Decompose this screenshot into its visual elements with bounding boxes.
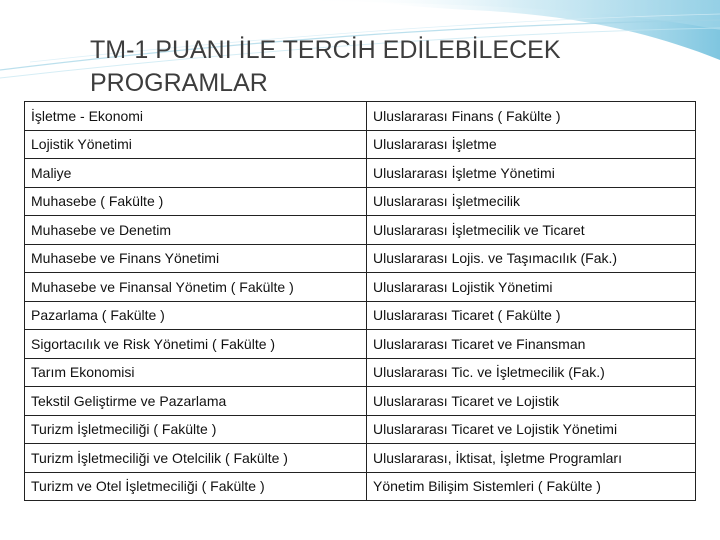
table-row	[25, 415, 696, 444]
program-cell-right: Uluslararası Tic. ve İşletmecilik (Fak.)	[367, 358, 696, 387]
table-row	[25, 130, 696, 159]
program-cell-left: Muhasebe ve Denetim	[25, 216, 367, 245]
program-cell-left: Turizm İşletmeciliği ( Fakülte )	[25, 415, 367, 444]
program-cell-right: Uluslararası Ticaret ve Finansman	[367, 330, 696, 359]
program-cell-left: Tekstil Geliştirme ve Pazarlama	[25, 387, 367, 416]
program-cell-left: Pazarlama ( Fakülte )	[25, 301, 367, 330]
program-cell-left: Muhasebe ve Finans Yönetimi	[25, 244, 367, 273]
table-row	[25, 444, 696, 473]
table-row	[25, 301, 696, 330]
program-cell-left: Sigortacılık ve Risk Yönetimi ( Fakülte )	[25, 330, 367, 359]
program-cell-right: Uluslararası, İktisat, İşletme Programları	[367, 444, 696, 473]
program-cell-right: Yönetim Bilişim Sistemleri ( Fakülte )	[367, 472, 696, 501]
program-cell-left: Muhasebe ( Fakülte )	[25, 187, 367, 216]
table-row	[25, 216, 696, 245]
program-table-body	[25, 102, 696, 501]
table-row	[25, 330, 696, 359]
program-cell-left: Turizm İşletmeciliği ve Otelcilik ( Fakülte )	[25, 444, 367, 473]
program-cell-left: Maliye	[25, 159, 367, 188]
program-cell-right: Uluslararası İşletmecilik ve Ticaret	[367, 216, 696, 245]
table-row	[25, 102, 696, 131]
program-table	[24, 101, 696, 501]
program-cell-left: Lojistik Yönetimi	[25, 130, 367, 159]
program-cell-right: Uluslararası Ticaret ve Lojistik Yönetimi	[367, 415, 696, 444]
program-cell-left: İşletme - Ekonomi	[25, 102, 367, 131]
program-cell-left: Tarım Ekonomisi	[25, 358, 367, 387]
table-row	[25, 472, 696, 501]
program-cell-right: Uluslararası Lojis. ve Taşımacılık (Fak.)	[367, 244, 696, 273]
program-cell-left: Muhasebe ve Finansal Yönetim ( Fakülte )	[25, 273, 367, 302]
table-row	[25, 273, 696, 302]
table-row	[25, 244, 696, 273]
table-row	[25, 358, 696, 387]
table-row	[25, 187, 696, 216]
table-row	[25, 159, 696, 188]
program-cell-right: Uluslararası İşletme Yönetimi	[367, 159, 696, 188]
table-row	[25, 387, 696, 416]
program-cell-right: Uluslararası İşletme	[367, 130, 696, 159]
program-cell-right: Uluslararası İşletmecilik	[367, 187, 696, 216]
program-cell-right: Uluslararası Finans ( Fakülte )	[367, 102, 696, 131]
program-cell-right: Uluslararası Ticaret ( Fakülte )	[367, 301, 696, 330]
program-cell-right: Uluslararası Ticaret ve Lojistik	[367, 387, 696, 416]
program-cell-left: Turizm ve Otel İşletmeciliği ( Fakülte )	[25, 472, 367, 501]
page-title: TM-1 PUANI İLE TERCİH EDİLEBİLECEK PROGRAMLAR	[90, 36, 561, 97]
program-cell-right: Uluslararası Lojistik Yönetimi	[367, 273, 696, 302]
